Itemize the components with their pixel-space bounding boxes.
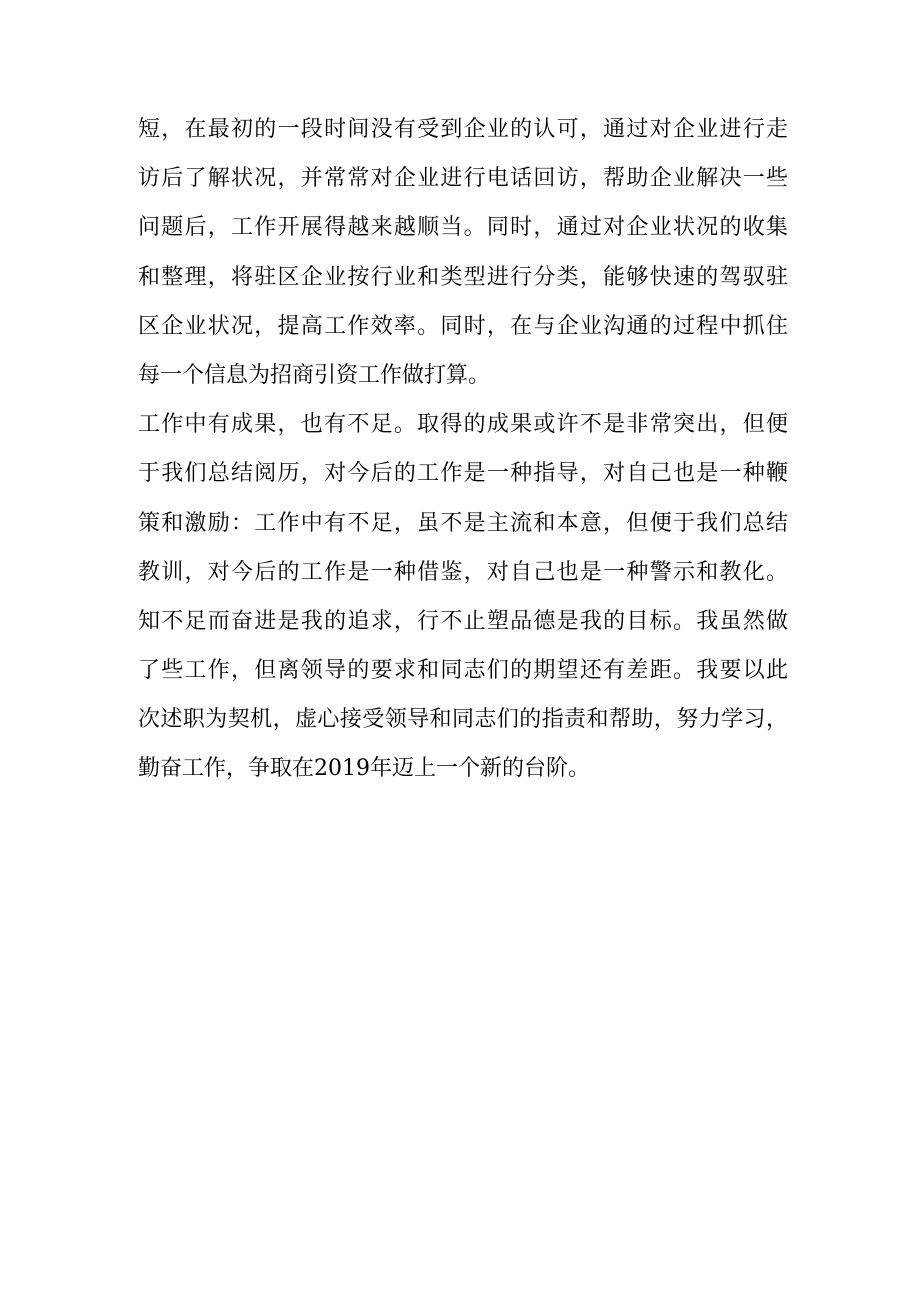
- body-text: [138, 105, 788, 794]
- text-line: 访后了解状况，并常常对企业进行电话回访，帮助企业解决一些: [138, 166, 788, 192]
- text-line: 教训，对今后的工作是一种借鉴，对自己也是一种警示和教化。: [138, 559, 788, 585]
- text-line: 工作中有成果，也有不足。取得的成果或许不是非常突出，但便: [138, 412, 788, 438]
- text-line: 策和激励：工作中有不足，虽不是主流和本意，但便于我们总结: [138, 510, 788, 536]
- text-line: 知不足而奋进是我的追求，行不止塑品德是我的目标。我虽然做: [138, 608, 788, 634]
- text-line: 勤奋工作，争取在2019年迈上一个新的台阶。: [138, 756, 590, 782]
- text-line: 区企业状况，提高工作效率。同时，在与企业沟通的过程中抓住: [138, 313, 788, 339]
- text-line: 次述职为契机，虚心接受领导和同志们的指责和帮助，努力学习，: [138, 707, 788, 733]
- text-line: 每一个信息为招商引资工作做打算。: [138, 362, 491, 388]
- text-line: 于我们总结阅历，对今后的工作是一种指导，对自己也是一种鞭: [138, 461, 788, 487]
- text-line: 短，在最初的一段时间没有受到企业的认可，通过对企业进行走: [138, 117, 788, 142]
- text-line: 问题后，工作开展得越来越顺当。同时，通过对企业状况的收集: [138, 215, 788, 241]
- text-line: 和整理，将驻区企业按行业和类型进行分类，能够快速的驾驭驻: [138, 264, 788, 290]
- text-line: 了些工作，但离领导的要求和同志们的期望还有差距。我要以此: [138, 658, 788, 684]
